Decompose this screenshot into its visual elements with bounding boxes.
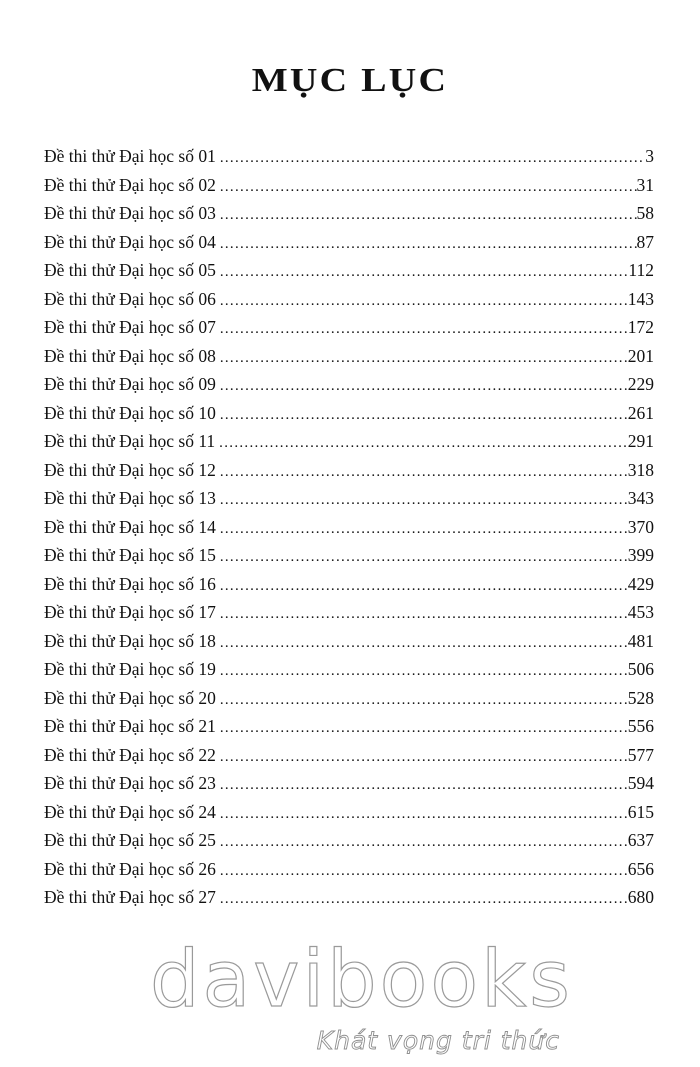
toc-entry-page-number: 680 <box>627 887 654 907</box>
toc-entry-page-number: 481 <box>627 630 654 651</box>
toc-entry[interactable] <box>44 541 654 570</box>
toc-entry[interactable] <box>44 142 654 171</box>
dot-leader <box>220 486 628 515</box>
dot-leader <box>220 315 628 344</box>
toc-entry[interactable] <box>44 285 654 314</box>
dot-leader <box>220 258 629 287</box>
toc-entry-page-number: 429 <box>627 573 654 594</box>
dot-leader <box>220 401 628 430</box>
toc-entry-label: Đề thi thử Đại học số 04 <box>44 231 216 252</box>
dot-leader <box>220 173 637 202</box>
dot-leader <box>220 572 628 601</box>
dot-leader <box>220 885 628 914</box>
dot-leader <box>220 458 628 487</box>
toc-entry[interactable] <box>44 741 654 770</box>
toc-entry[interactable] <box>44 570 654 599</box>
toc-entry-page-number: 556 <box>627 716 654 736</box>
toc-entry-label: Đề thi thử Đại học số 15 <box>44 545 216 565</box>
dot-leader <box>220 372 628 401</box>
dot-leader <box>220 201 637 230</box>
table-of-contents <box>44 142 654 912</box>
dot-leader <box>220 714 628 743</box>
toc-entry[interactable] <box>44 684 654 713</box>
toc-entry[interactable] <box>44 826 654 855</box>
toc-entry-label: Đề thi thử Đại học số 07 <box>44 317 216 337</box>
toc-entry-page-number: 343 <box>627 488 654 508</box>
toc-entry-label: Đề thi thử Đại học số 14 <box>44 516 216 537</box>
toc-entry-page-number: 453 <box>627 602 654 622</box>
toc-entry-label: Đề thi thử Đại học số 05 <box>44 260 216 280</box>
toc-entry[interactable] <box>44 256 654 285</box>
toc-entry-page-number: 528 <box>627 687 654 708</box>
dot-leader <box>220 686 628 715</box>
toc-entry[interactable] <box>44 883 654 912</box>
toc-entry[interactable] <box>44 427 654 456</box>
toc-entry-page-number: 370 <box>627 516 654 537</box>
dot-leader <box>220 144 645 173</box>
toc-entry[interactable] <box>44 855 654 884</box>
toc-entry-page-number: 229 <box>627 374 654 394</box>
toc-entry-page-number: 318 <box>627 459 654 480</box>
toc-entry[interactable] <box>44 598 654 627</box>
toc-entry[interactable] <box>44 171 654 200</box>
toc-entry[interactable] <box>44 769 654 798</box>
toc-entry-page-number: 506 <box>627 659 654 679</box>
toc-entry[interactable] <box>44 627 654 656</box>
dot-leader <box>220 857 628 886</box>
brand-name: davibooks <box>150 935 573 1025</box>
dot-leader <box>220 515 628 544</box>
toc-entry-label: Đề thi thử Đại học số 23 <box>44 773 216 793</box>
toc-entry-page-number: 637 <box>627 830 654 850</box>
toc-entry-page-number: 261 <box>627 402 654 423</box>
dot-leader <box>220 287 628 316</box>
toc-entry-label: Đề thi thử Đại học số 16 <box>44 573 216 594</box>
toc-entry-label: Đề thi thử Đại học số 13 <box>44 488 216 508</box>
toc-entry-label: Đề thi thử Đại học số 20 <box>44 687 216 708</box>
toc-entry[interactable] <box>44 484 654 513</box>
toc-entry-label: Đề thi thử Đại học số 26 <box>44 858 216 879</box>
toc-entry[interactable] <box>44 712 654 741</box>
toc-entry-page-number: 143 <box>627 288 654 309</box>
dot-leader <box>220 828 628 857</box>
toc-entry[interactable] <box>44 456 654 485</box>
toc-entry-label: Đề thi thử Đại học số 01 <box>44 146 216 166</box>
toc-entry-page-number: 399 <box>627 545 654 565</box>
dot-leader <box>220 657 628 686</box>
dot-leader <box>220 344 628 373</box>
toc-entry-label: Đề thi thử Đại học số 10 <box>44 402 216 423</box>
toc-entry-label: Đề thi thử Đại học số 24 <box>44 801 216 822</box>
brand-watermark <box>150 930 573 1055</box>
toc-entry[interactable] <box>44 342 654 371</box>
toc-entry-page-number: 201 <box>627 345 654 366</box>
dot-leader <box>219 429 628 458</box>
toc-entry[interactable] <box>44 313 654 342</box>
toc-entry-page-number: 594 <box>627 773 654 793</box>
toc-entry[interactable] <box>44 655 654 684</box>
toc-entry[interactable] <box>44 513 654 542</box>
dot-leader <box>220 771 628 800</box>
toc-entry-label: Đề thi thử Đại học số 25 <box>44 830 216 850</box>
dot-leader <box>220 743 628 772</box>
toc-entry[interactable] <box>44 199 654 228</box>
toc-entry-label: Đề thi thử Đại học số 02 <box>44 174 216 195</box>
toc-entry-page-number: 172 <box>627 317 654 337</box>
toc-entry-label: Đề thi thử Đại học số 19 <box>44 659 216 679</box>
toc-entry[interactable] <box>44 399 654 428</box>
dot-leader <box>220 600 628 629</box>
toc-entry-label: Đề thi thử Đại học số 21 <box>44 716 216 736</box>
page-title: MỤC LỤC <box>251 62 449 99</box>
toc-entry-page-number: 615 <box>627 801 654 822</box>
toc-entry-page-number: 87 <box>636 231 654 252</box>
toc-entry-label: Đề thi thử Đại học số 08 <box>44 345 216 366</box>
toc-entry-label: Đề thi thử Đại học số 03 <box>44 203 216 223</box>
toc-entry-page-number: 291 <box>627 431 654 451</box>
brand-slogan: Khát vọng tri thức <box>316 1026 560 1055</box>
toc-entry-label: Đề thi thử Đại học số 09 <box>44 374 216 394</box>
toc-entry[interactable] <box>44 798 654 827</box>
toc-entry-page-number: 577 <box>627 744 654 765</box>
dot-leader <box>220 629 628 658</box>
dot-leader <box>220 543 628 572</box>
toc-entry-label: Đề thi thử Đại học số 27 <box>44 887 216 907</box>
toc-entry-label: Đề thi thử Đại học số 18 <box>44 630 216 651</box>
toc-entry[interactable] <box>44 228 654 257</box>
toc-entry-page-number: 58 <box>636 203 654 223</box>
toc-entry-label: Đề thi thử Đại học số 06 <box>44 288 216 309</box>
toc-entry-page-number: 112 <box>628 260 654 280</box>
toc-entry[interactable] <box>44 370 654 399</box>
toc-entry-label: Đề thi thử Đại học số 17 <box>44 602 216 622</box>
toc-entry-page-number: 656 <box>627 858 654 879</box>
dot-leader <box>220 230 637 259</box>
toc-entry-page-number: 3 <box>645 146 654 166</box>
toc-entry-page-number: 31 <box>636 174 654 195</box>
toc-entry-label: Đề thi thử Đại học số 11 <box>44 431 216 451</box>
dot-leader <box>220 800 628 829</box>
toc-entry-label: Đề thi thử Đại học số 22 <box>44 744 216 765</box>
toc-entry-label: Đề thi thử Đại học số 12 <box>44 459 216 480</box>
